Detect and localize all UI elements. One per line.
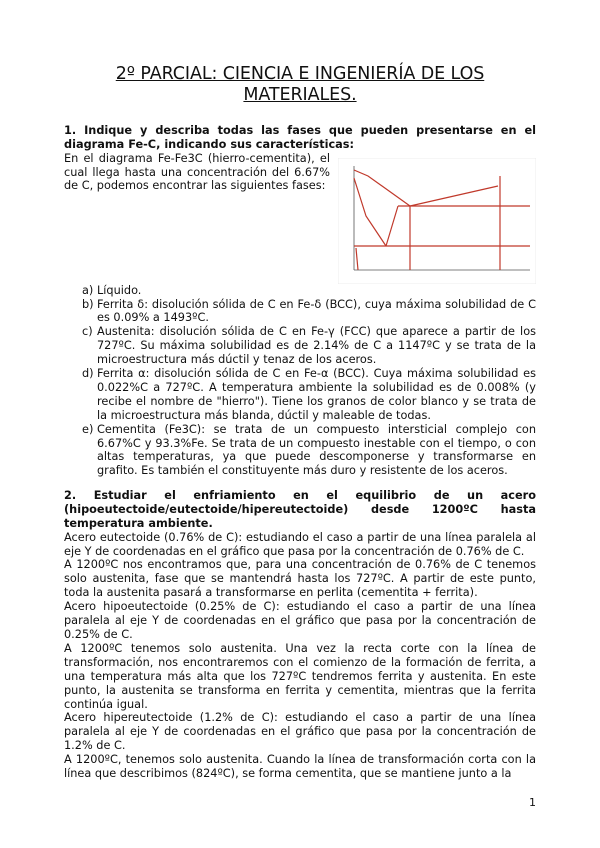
- list-item: a) Líquido.: [82, 283, 142, 297]
- q1-phase-list: [64, 284, 536, 479]
- page-title: 2º PARCIAL: CIENCIA E INGENIERÍA DE LOS MATERIALES.: [115, 64, 485, 105]
- question-1-heading: 1. Indique y describa todas las fases que pueden presentarse en el diagrama Fe-C, indicando sus características:: [64, 124, 536, 151]
- list-item: e) Cementita (Fe3C): se trata de un compuesto intersticial complejo con 6.67%C y 93.3%Fe. Se trata de un compuesto inestable con el tiempo, o con altas temperaturas, ya que puede descomponerse y transformarse en grafito. Es también el constituyente más duro y resistente de los aceros.: [82, 422, 536, 478]
- document-page: [64, 64, 536, 781]
- fe-c-phase-diagram-figure: [338, 158, 536, 284]
- list-item: d) Ferrita α: disolución sólida de C en Fe-α (BCC). Cuya máxima solubilidad es 0.022%C a 727ºC. A temperatura ambiente la solubilidad es de 0.008% (y recibe el nombre de "hierro"). Tiene los granos de color blanco y se trata de la microestructura más blanda, dúctil y maleable de todas.: [82, 367, 536, 422]
- q1-intro-row: [64, 152, 536, 284]
- q1-intro: En el diagrama Fe-Fe3C (hierro-cementita), el cual llega hasta una concentración del 6.67% de C, podemos encontrar las siguientes fases:: [64, 151, 330, 193]
- q2-paragraph: Acero hipoeutectoide (0.25% de C): estudiando el caso a partir de una línea paralela al eje Y de coordenadas en el gráfico que pasa por la concentración de 0.25% de C.: [64, 600, 536, 642]
- q1-intro-column: [64, 152, 330, 284]
- q2-paragraph: A 1200ºC nos encontramos que, para una concentración de 0.76% de C tenemos solo austenita, fase que se mantendrá hasta los 727ºC. A partir de este punto, toda la austenita pasará a transformarse en perlita (cementita + ferrita).: [64, 558, 536, 600]
- page-number: 1: [529, 796, 536, 809]
- q2-paragraph: A 1200ºC, tenemos solo austenita. Cuando la línea de transformación corta con la línea que describimos (824ºC), se forma cementita, que se mantiene junto a la: [64, 753, 536, 781]
- list-item: c) Austenita: disolución sólida de C en Fe-γ (FCC) que aparece a partir de los 727ºC. Su máxima solubilidad es de 2.14% de C a 1147ºC y se trata de la microestructura más dúctil y tenaz de los aceros.: [82, 325, 536, 367]
- q2-paragraph: A 1200ºC tenemos solo austenita. Una vez la recta corte con la línea de transformación, nos encontraremos con el comienzo de la formación de ferrita, a una temperatura más alta que los 727ºC tendremos ferrita y austenita. En este punto, la austenita se transforma en ferrita y cementita, mientras que la ferrita continúa igual.: [64, 641, 536, 711]
- list-item: b) Ferrita δ: disolución sólida de C en Fe-δ (BCC), cuya máxima solubilidad de C es 0.09% a 1493ºC.: [82, 297, 536, 325]
- question-2-heading: 2. Estudiar el enfriamiento en el equilibrio de un acero (hipoeutectoide/eutectoide/hipereutectoide) desde 1200ºC hasta temperatura ambiente.: [64, 489, 536, 530]
- q2-paragraph: Acero hipereutectoide (1.2% de C): estudiando el caso a partir de una línea paralela al eje Y de coordenadas en el gráfico que pasa por la concentración de 1.2% de C.: [64, 711, 536, 753]
- q2-paragraph: Acero eutectoide (0.76% de C): estudiando el caso a partir de una línea paralela al eje Y de coordenadas en el gráfico que pasa por la concentración de 0.76% de C.: [64, 530, 536, 558]
